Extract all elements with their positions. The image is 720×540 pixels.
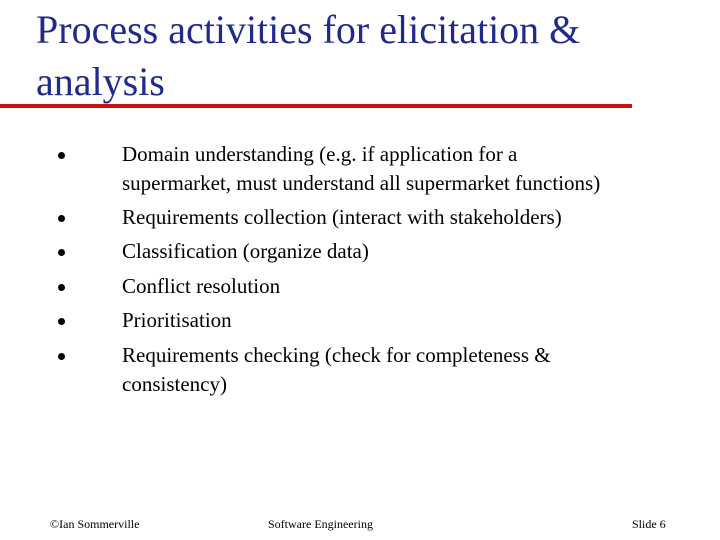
bullet-text-line: Conflict resolution (122, 274, 281, 298)
bullet-icon (58, 249, 65, 256)
bullet-text-line: Requirements checking (check for completeness & (122, 343, 551, 367)
title-divider (0, 104, 632, 108)
footer-slide-number: Slide 6 (632, 517, 666, 531)
bullet-text-line: Requirements collection (interact with stakeholders) (122, 205, 562, 229)
bullet-icon (58, 284, 65, 291)
bullet-text-line: supermarket, must understand all supermarket functions) (122, 171, 601, 195)
bullet-icon (58, 318, 65, 325)
bullet-text-line: Prioritisation (122, 308, 232, 332)
bullet-text-line: Domain understanding (e.g. if application for a (122, 142, 518, 166)
footer-course: Software Engineering (268, 517, 373, 531)
bullet-text-line: consistency) (122, 372, 227, 396)
bullet-text-line: Classification (organize data) (122, 239, 369, 263)
bullet-icon (58, 152, 65, 159)
bullet-icon (58, 215, 65, 222)
slide-title: Process activities for elicitation & analysis (36, 7, 581, 104)
bullet-icon (58, 353, 65, 360)
footer-author: ©Ian Sommerville (50, 517, 140, 531)
